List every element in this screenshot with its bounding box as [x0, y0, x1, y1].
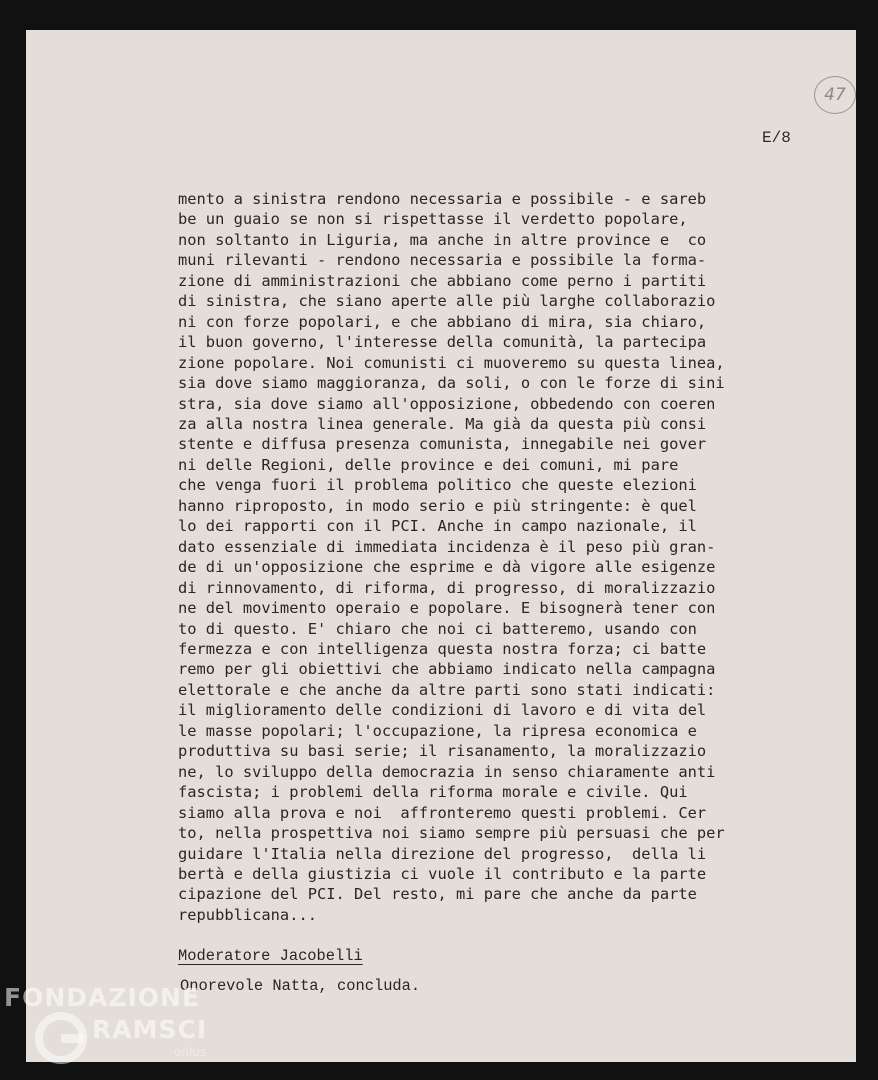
speaker-label: Moderatore Jacobelli: [178, 947, 363, 965]
watermark-line1: FONDAZIONE: [4, 983, 201, 1012]
body-line: di rinnovamento, di riforma, di progresso, di moralizzazio: [178, 578, 716, 597]
moderator-remark: Onorevole Natta, concluda.: [180, 977, 421, 995]
body-line: ne del movimento operaio e popolare. E bisognerà tener con: [178, 599, 716, 618]
body-text: [178, 189, 818, 925]
body-line: fermezza e con intelligenza questa nostra forza; ci batte: [178, 639, 707, 658]
body-line: dato essenziale di immediata incidenza è il peso più gran-: [178, 537, 716, 556]
body-line: bertà e della giustizia ci vuole il contributo e la parte: [178, 864, 707, 883]
body-line: ni delle Regioni, delle province e dei comuni, mi pare: [178, 455, 679, 474]
body-line: zione popolare. Noi comunisti ci muoveremo su questa linea,: [178, 353, 725, 372]
body-line: muni rilevanti - rendono necessaria e possibile la forma-: [178, 251, 707, 270]
body-line: cipazione del PCI. Del resto, mi pare che anche da parte: [178, 885, 697, 904]
body-line: stra, sia dove siamo all'opposizione, obbedendo con coeren: [178, 394, 716, 413]
body-line: elettorale e che anche da altre parti sono stati indicati:: [178, 680, 716, 699]
body-line: le masse popolari; l'occupazione, la ripresa economica e: [178, 721, 697, 740]
body-line: siamo alla prova e noi affronteremo questi problemi. Cer: [178, 803, 707, 822]
body-line: lo dei rapporti con il PCI. Anche in campo nazionale, il: [178, 517, 697, 536]
body-line: fascista; i problemi della riforma morale e civile. Qui: [178, 783, 688, 802]
body-line: il miglioramento delle condizioni di lavoro e di vita del: [178, 701, 707, 720]
body-line: to, nella prospettiva noi siamo sempre più persuasi che per: [178, 824, 725, 843]
body-line: be un guaio se non si rispettasse il verdetto popolare,: [178, 210, 688, 229]
watermark-line2: RAMSCI: [92, 1015, 208, 1044]
archive-number-stamp: 47: [814, 76, 856, 114]
body-line: zione di amministrazioni che abbiano come perno i partiti: [178, 271, 707, 290]
body-line: non soltanto in Liguria, ma anche in altre province e co: [178, 230, 707, 249]
body-line: to di questo. E' chiaro che noi ci batteremo, usando con: [178, 619, 697, 638]
body-line: sia dove siamo maggioranza, da soli, o con le forze di sini: [178, 374, 725, 393]
body-line: hanno riproposto, in modo serio e più stringente: è quel: [178, 496, 697, 515]
body-line: stente e diffusa presenza comunista, innegabile nei gover: [178, 435, 707, 454]
watermark-g-icon: [34, 1011, 88, 1065]
body-line: produttiva su basi serie; il risanamento, la moralizzazio: [178, 742, 707, 761]
body-line: repubblicana...: [178, 905, 317, 924]
body-line: ne, lo sviluppo della democrazia in senso chiaramente anti: [178, 762, 716, 781]
watermark-logo: [4, 983, 244, 1073]
body-line: mento a sinistra rendono necessaria e possibile - e sareb: [178, 190, 707, 208]
body-line: remo per gli obiettivi che abbiamo indicato nella campagna: [178, 660, 716, 679]
body-line: de di un'opposizione che esprime e dà vigore alle esigenze: [178, 558, 716, 577]
body-line: che venga fuori il problema politico che queste elezioni: [178, 476, 697, 495]
body-line: il buon governo, l'interesse della comunità, la partecipa: [178, 333, 707, 352]
body-line: ni con forze popolari, e che abbiano di mira, sia chiaro,: [178, 312, 707, 331]
page-code: E/8: [762, 129, 791, 147]
watermark-suffix: onlus: [174, 1045, 207, 1059]
body-line: za alla nostra linea generale. Ma già da questa più consi: [178, 414, 707, 433]
body-line: di sinistra, che siano aperte alle più larghe collaborazio: [178, 292, 716, 311]
body-line: guidare l'Italia nella direzione del progresso, della li: [178, 844, 707, 863]
